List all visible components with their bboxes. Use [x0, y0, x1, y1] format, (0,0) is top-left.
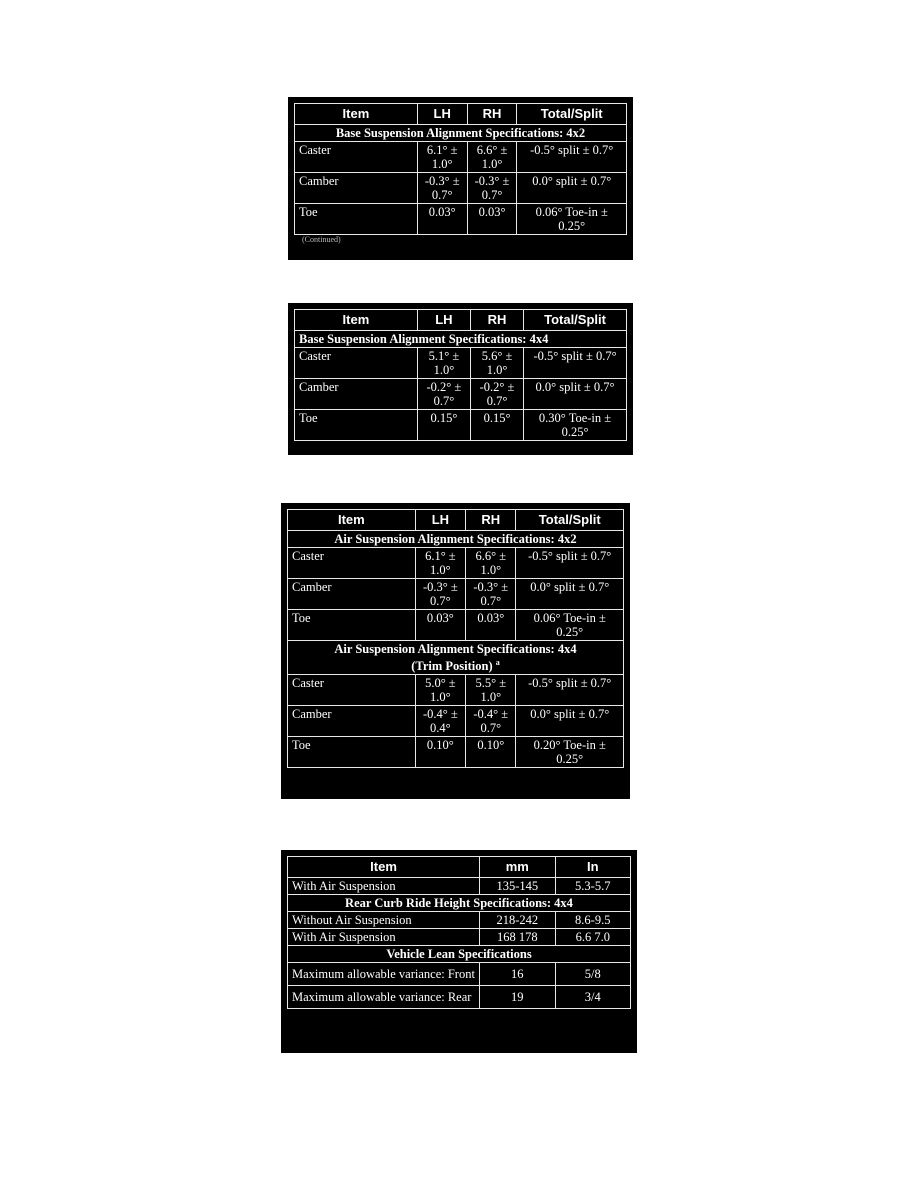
section-title-line2: (Trim Position) [411, 659, 493, 674]
table-row [295, 204, 627, 235]
spec-table-air-panel [281, 503, 630, 799]
cell-lh: 0.03° [415, 610, 465, 641]
cell-total: -0.5° split ± 0.7° [516, 675, 624, 706]
header-total-split: Total/Split [517, 104, 627, 125]
cell-total: -0.5° split ± 0.7° [516, 548, 624, 579]
cell-rh: 0.03° [467, 204, 517, 235]
table-row [288, 706, 624, 737]
cell-item: Toe [295, 204, 418, 235]
cell-in: 6.6 7.0 [555, 929, 630, 946]
header-rh: RH [470, 310, 523, 331]
cell-item: Toe [288, 610, 416, 641]
spec-table-base-4x2-panel [288, 97, 633, 260]
header-item: Item [295, 310, 418, 331]
cell-item: Toe [295, 410, 418, 441]
cell-rh: 0.03° [466, 610, 516, 641]
footnote-marker: a [495, 658, 500, 667]
section-title-air-4x2: Air Suspension Alignment Specifications: 4x2 [288, 531, 624, 548]
cell-lh: 0.10° [415, 737, 465, 768]
header-item: Item [295, 104, 418, 125]
header-mm: mm [480, 857, 555, 878]
cell-rh: 5.6° ± 1.0° [470, 348, 523, 379]
header-rh: RH [467, 104, 517, 125]
table-row [288, 878, 631, 895]
cell-in: 5.3-5.7 [555, 878, 630, 895]
cell-total: 0.0° split ± 0.7° [516, 706, 624, 737]
cell-lh: -0.3° ± 0.7° [415, 579, 465, 610]
cell-rh: 6.6° ± 1.0° [467, 142, 517, 173]
cell-item: Camber [295, 173, 418, 204]
cell-mm: 218-242 [480, 912, 555, 929]
continued-note: (Continued) [302, 235, 341, 244]
section-title-air-4x4 [288, 641, 624, 675]
cell-lh: 5.0° ± 1.0° [415, 675, 465, 706]
cell-item: With Air Suspension [288, 878, 480, 895]
header-in: In [555, 857, 630, 878]
table-row [295, 379, 627, 410]
cell-in: 8.6-9.5 [555, 912, 630, 929]
cell-total: -0.5° split ± 0.7° [517, 142, 627, 173]
cell-item: Camber [288, 579, 416, 610]
header-lh: LH [415, 510, 465, 531]
header-row [288, 510, 624, 531]
cell-total: 0.0° split ± 0.7° [517, 173, 627, 204]
header-item: Item [288, 510, 416, 531]
header-total-split: Total/Split [516, 510, 624, 531]
cell-lh: 5.1° ± 1.0° [417, 348, 470, 379]
table-row [295, 348, 627, 379]
cell-item: Maximum allowable variance: Rear [288, 986, 480, 1009]
cell-lh: -0.3° ± 0.7° [417, 173, 467, 204]
ride-height-table-panel [281, 850, 637, 1053]
table-row [295, 410, 627, 441]
cell-rh: -0.3° ± 0.7° [467, 173, 517, 204]
cell-item: Camber [295, 379, 418, 410]
section-title-vehicle-lean: Vehicle Lean Specifications [288, 946, 631, 963]
section-title: Base Suspension Alignment Specifications: 4x4 [295, 331, 627, 348]
cell-lh: 6.1° ± 1.0° [417, 142, 467, 173]
table-row [288, 929, 631, 946]
cell-item: Caster [288, 548, 416, 579]
table-row [288, 963, 631, 986]
cell-item: With Air Suspension [288, 929, 480, 946]
cell-item: Caster [295, 348, 418, 379]
cell-item: Caster [288, 675, 416, 706]
cell-mm: 16 [480, 963, 555, 986]
cell-lh: 0.03° [417, 204, 467, 235]
section-title: Base Suspension Alignment Specifications: 4x2 [295, 125, 627, 142]
ride-height-table [287, 856, 631, 1009]
cell-rh: 6.6° ± 1.0° [466, 548, 516, 579]
table-row [288, 912, 631, 929]
header-total-split: Total/Split [524, 310, 627, 331]
cell-lh: 6.1° ± 1.0° [415, 548, 465, 579]
table-row [288, 610, 624, 641]
header-row [288, 857, 631, 878]
table-row [295, 173, 627, 204]
cell-total: 0.06° Toe-in ± 0.25° [517, 204, 627, 235]
cell-mm: 135-145 [480, 878, 555, 895]
table-row [288, 579, 624, 610]
table-row [288, 675, 624, 706]
cell-rh: -0.3° ± 0.7° [466, 579, 516, 610]
section-title-line1: Air Suspension Alignment Specifications: 4x4 [334, 642, 577, 656]
table-row [295, 142, 627, 173]
cell-item: Caster [295, 142, 418, 173]
cell-lh: -0.4° ± 0.4° [415, 706, 465, 737]
cell-total: 0.06° Toe-in ± 0.25° [516, 610, 624, 641]
cell-item: Without Air Suspension [288, 912, 480, 929]
spec-table-base-4x4-panel [288, 303, 633, 455]
cell-rh: -0.4° ± 0.7° [466, 706, 516, 737]
cell-rh: 0.10° [466, 737, 516, 768]
cell-mm: 19 [480, 986, 555, 1009]
table-row [288, 548, 624, 579]
cell-total: 0.0° split ± 0.7° [516, 579, 624, 610]
cell-rh: 0.15° [470, 410, 523, 441]
header-row [295, 310, 627, 331]
spec-table-base-4x2 [294, 103, 627, 235]
header-lh: LH [417, 310, 470, 331]
cell-in: 3/4 [555, 986, 630, 1009]
cell-lh: 0.15° [417, 410, 470, 441]
cell-lh: -0.2° ± 0.7° [417, 379, 470, 410]
section-title-ride-height: Rear Curb Ride Height Specifications: 4x4 [288, 895, 631, 912]
table-row [288, 986, 631, 1009]
header-rh: RH [466, 510, 516, 531]
cell-item: Camber [288, 706, 416, 737]
cell-mm: 168 178 [480, 929, 555, 946]
cell-total: 0.0° split ± 0.7° [524, 379, 627, 410]
cell-total: 0.20° Toe-in ± 0.25° [516, 737, 624, 768]
table-row [288, 737, 624, 768]
cell-rh: 5.5° ± 1.0° [466, 675, 516, 706]
cell-item: Toe [288, 737, 416, 768]
spec-table-air [287, 509, 624, 768]
header-lh: LH [417, 104, 467, 125]
spec-table-base-4x4 [294, 309, 627, 441]
cell-total: -0.5° split ± 0.7° [524, 348, 627, 379]
cell-in: 5/8 [555, 963, 630, 986]
cell-rh: -0.2° ± 0.7° [470, 379, 523, 410]
cell-total: 0.30° Toe-in ± 0.25° [524, 410, 627, 441]
header-item: Item [288, 857, 480, 878]
cell-item: Maximum allowable variance: Front [288, 963, 480, 986]
header-row [295, 104, 627, 125]
